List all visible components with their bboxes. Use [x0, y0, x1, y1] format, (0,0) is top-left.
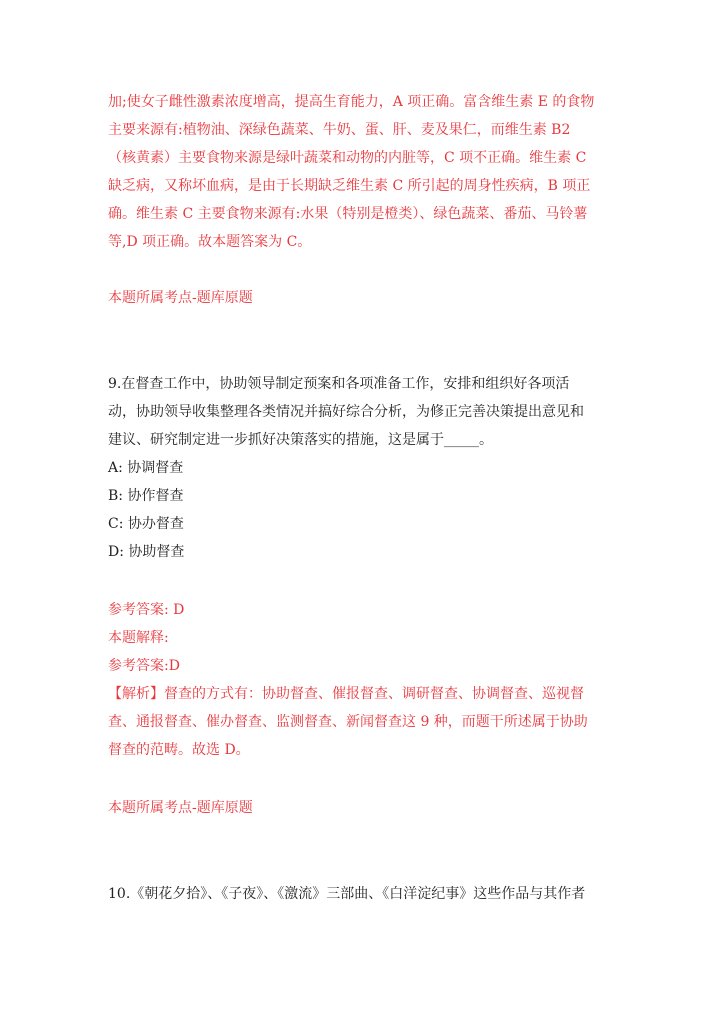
q9-stem-line-3: 建议、研究制定进一步抓好决策落实的措施，这是属于_____。: [108, 432, 493, 448]
q9-analysis-line-2: 查、通报督查、催办督查、监测督查、新闻督查这 9 种，而题干所述属于协助: [108, 714, 588, 730]
q9-option-a: A: 协调督查: [108, 460, 184, 476]
q9-option-b: B: 协作督查: [108, 488, 184, 504]
prev-explanation-line-4: 缺乏病，又称坏血病，是由于长期缺乏维生素 C 所引起的周身性疾病，B 项正: [108, 178, 591, 194]
prev-explanation-line-1: 加;使女子雌性激素浓度增高，提高生育能力，A 项正确。富含维生素 E 的食物: [108, 94, 595, 110]
prev-explanation-line-6: 等,D 项正确。故本题答案为 C。: [108, 234, 312, 250]
q9-analysis-line-1: 【解析】督查的方式有：协助督查、催报督查、调研督查、协调督查、巡视督: [108, 686, 584, 702]
q9-answer-ref-2: 参考答案:D: [108, 658, 180, 674]
q9-option-c: C: 协办督查: [108, 516, 184, 532]
q10-stem-line-1: 10.《朝花夕拾》、《子夜》、《激流》三部曲、《白洋淀纪事》这些作品与其作者: [108, 886, 586, 902]
q9-source-note: 本题所属考点-题库原题: [108, 800, 253, 816]
q9-stem-line-1: 9.在督查工作中，协助领导制定预案和各项准备工作，安排和组织好各项活: [108, 376, 570, 392]
prev-source-note: 本题所属考点-题库原题: [108, 290, 253, 306]
q9-answer-ref: 参考答案: D: [108, 602, 185, 618]
prev-explanation-line-5: 确。维生素 C 主要食物来源有:水果（特别是橙类）、绿色蔬菜、番茄、马铃薯: [108, 206, 588, 222]
q9-option-d: D: 协助督查: [108, 544, 185, 560]
q9-stem-line-2: 动，协助领导收集整理各类情况并搞好综合分析，为修正完善决策提出意见和: [108, 404, 584, 420]
prev-explanation-line-2: 主要来源有:植物油、深绿色蔬菜、牛奶、蛋、肝、麦及果仁，而维生素 B2: [108, 122, 571, 138]
q9-explanation-label: 本题解释:: [108, 630, 169, 646]
q9-analysis-line-3: 督查的范畴。故选 D。: [108, 742, 250, 758]
prev-explanation-line-3: （核黄素）主要食物来源是绿叶蔬菜和动物的内脏等，C 项不正确。维生素 C: [108, 150, 587, 166]
